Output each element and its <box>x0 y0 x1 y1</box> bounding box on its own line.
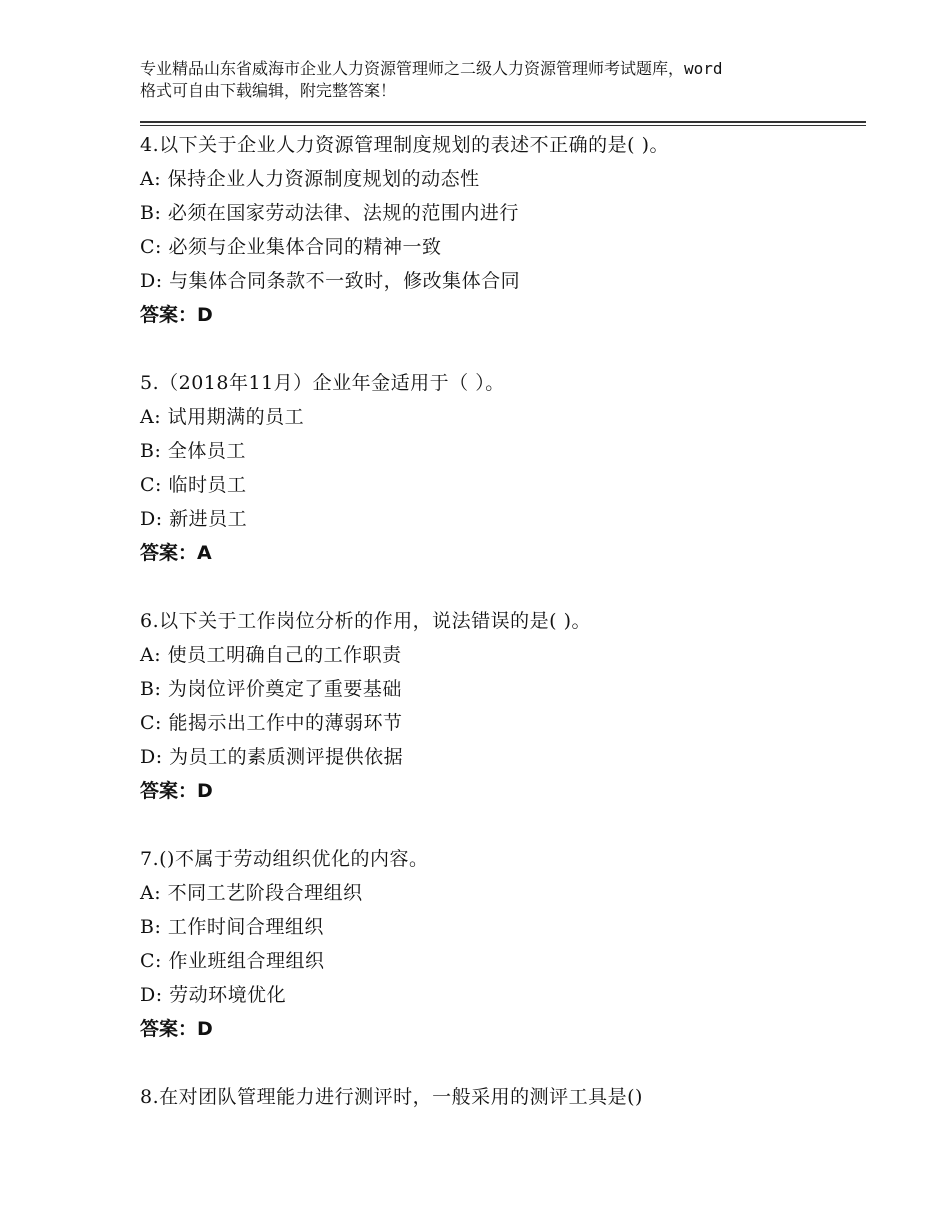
option-a: A: 使员工明确自己的工作职责 <box>140 644 402 666</box>
question-5 <box>140 366 866 570</box>
header-rule-thick <box>140 121 866 123</box>
answer-label: 答案：A <box>140 542 212 564</box>
document-header <box>140 58 840 102</box>
option-a: A: 试用期满的员工 <box>140 406 305 428</box>
question-6 <box>140 604 866 808</box>
question-stem: 6.以下关于工作岗位分析的作用，说法错误的是( )。 <box>140 610 591 632</box>
option-c: C: 能揭示出工作中的薄弱环节 <box>140 712 403 734</box>
option-d: D: 劳动环境优化 <box>140 984 287 1006</box>
spacer <box>140 570 866 604</box>
option-b: B: 为岗位评价奠定了重要基础 <box>140 678 402 700</box>
question-4 <box>140 128 866 332</box>
question-7 <box>140 842 866 1046</box>
answer-label: 答案：D <box>140 1018 213 1040</box>
question-8 <box>140 1080 866 1114</box>
option-c: C: 必须与企业集体合同的精神一致 <box>140 236 442 258</box>
option-d: D: 与集体合同条款不一致时，修改集体合同 <box>140 270 521 292</box>
option-a: A: 保持企业人力资源制度规划的动态性 <box>140 168 480 190</box>
spacer <box>140 332 866 366</box>
answer-label: 答案：D <box>140 780 213 802</box>
question-stem: 4.以下关于企业人力资源管理制度规划的表述不正确的是( )。 <box>140 134 669 156</box>
option-b: B: 必须在国家劳动法律、法规的范围内进行 <box>140 202 519 224</box>
option-c: C: 临时员工 <box>140 474 247 496</box>
question-stem: 5.（2018年11月）企业年金适用于（ ）。 <box>140 372 505 394</box>
option-d: D: 新进员工 <box>140 508 248 530</box>
option-a: A: 不同工艺阶段合理组织 <box>140 882 363 904</box>
spacer <box>140 808 866 842</box>
answer-label: 答案：D <box>140 304 213 326</box>
header-line-1: 专业精品山东省威海市企业人力资源管理师之二级人力资源管理师考试题库，word <box>140 59 723 78</box>
header-line-2: 格式可自由下载编辑，附完整答案！ <box>140 81 397 100</box>
option-c: C: 作业班组合理组织 <box>140 950 325 972</box>
question-list <box>140 128 866 1114</box>
header-rule-thin <box>140 125 866 126</box>
question-stem: 8.在对团队管理能力进行测评时，一般采用的测评工具是() <box>140 1086 643 1108</box>
option-d: D: 为员工的素质测评提供依据 <box>140 746 404 768</box>
question-stem: 7.()不属于劳动组织优化的内容。 <box>140 848 429 870</box>
option-b: B: 全体员工 <box>140 440 246 462</box>
spacer <box>140 1046 866 1080</box>
option-b: B: 工作时间合理组织 <box>140 916 324 938</box>
